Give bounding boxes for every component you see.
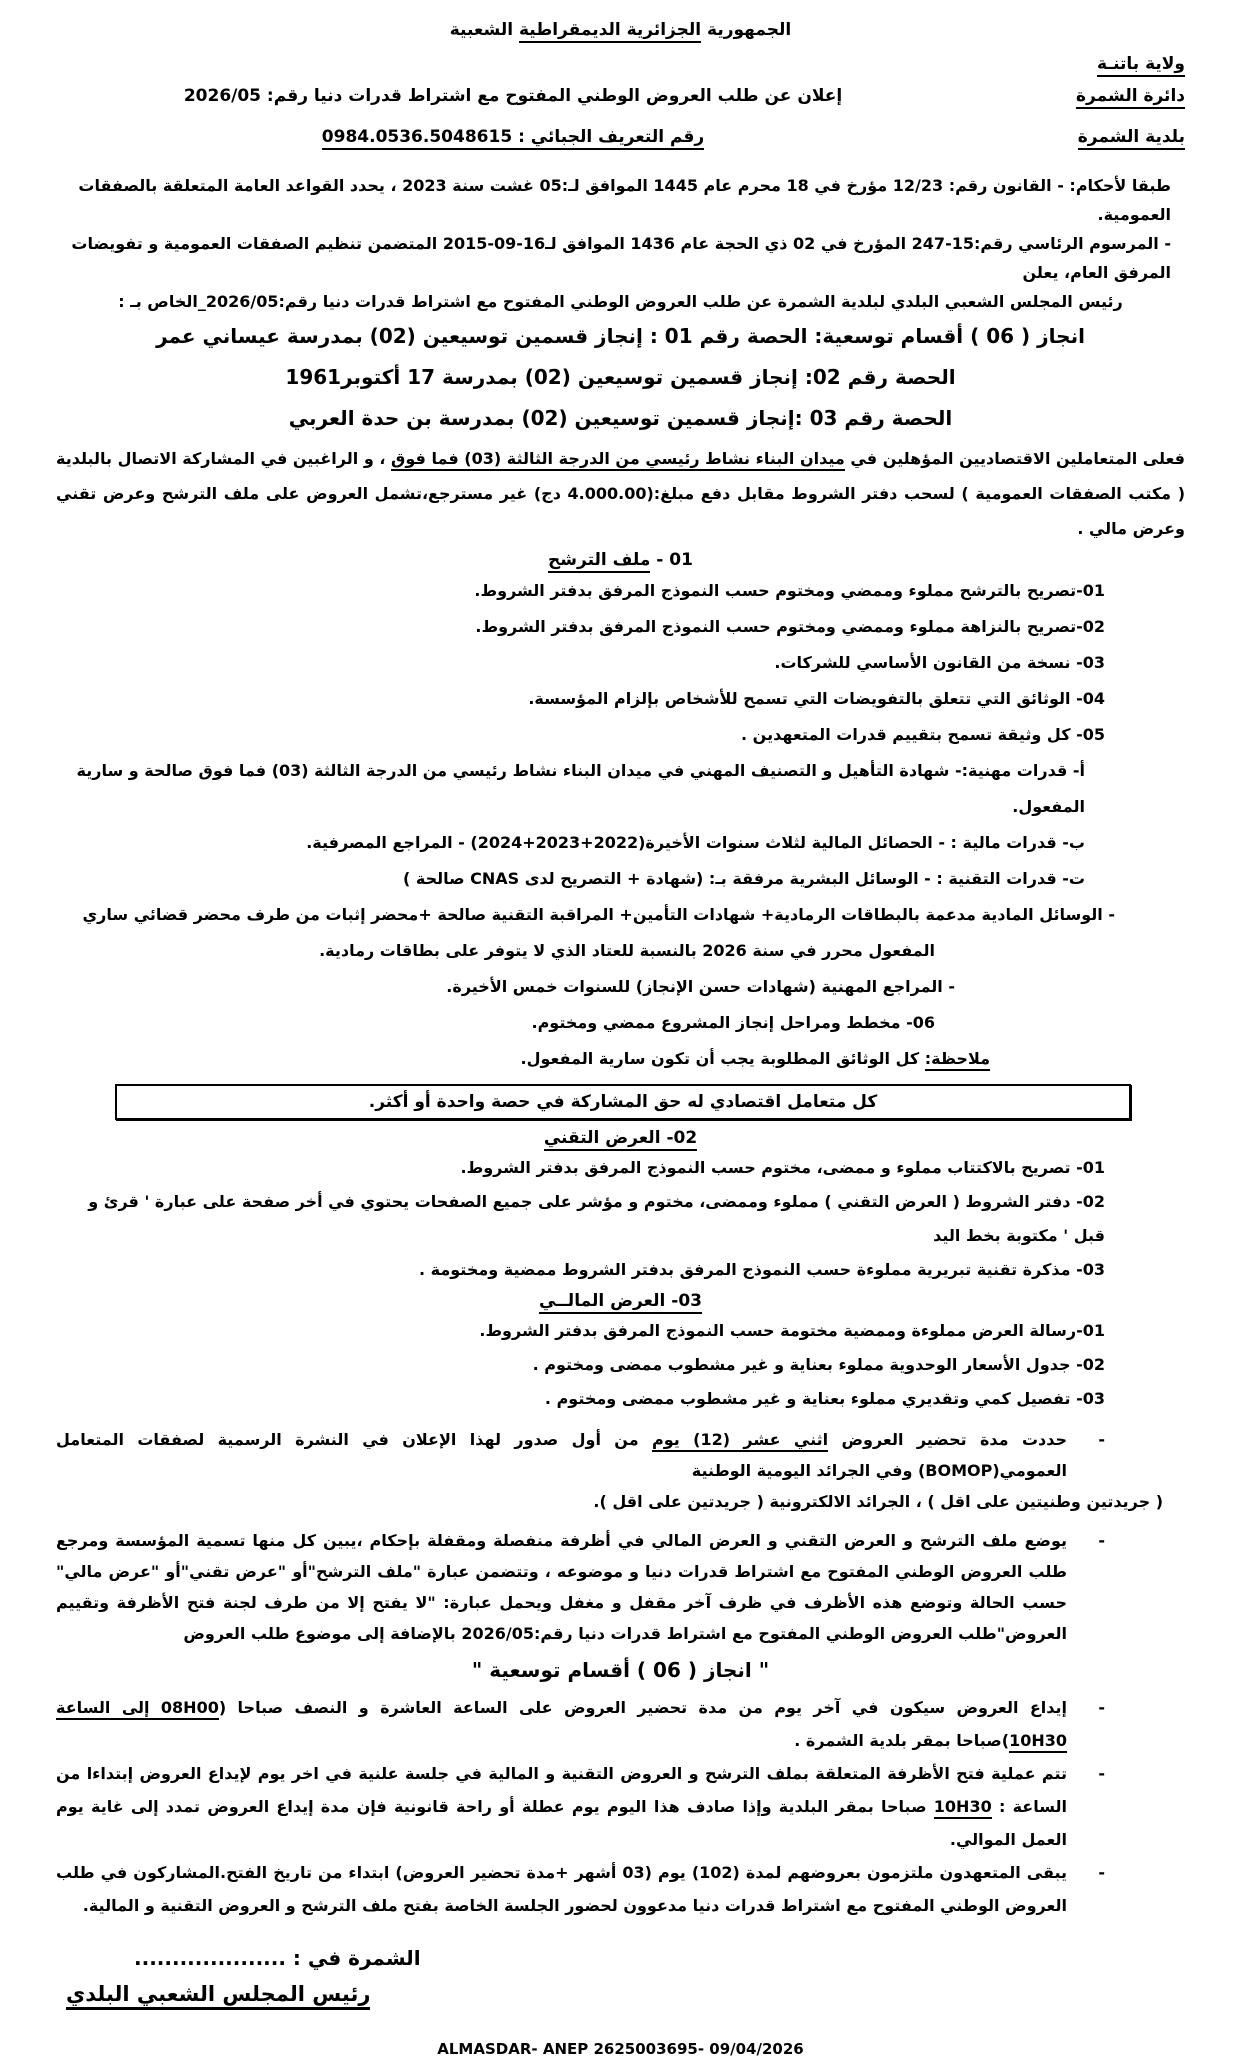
technical-item-3: 03- مذكرة تقنية تبريرية مملوءة حسب النموذج المرفق بدفتر الشروط ممضية ومختومة . — [419, 1260, 1105, 1279]
capability-technical: ت- قدرات التقنية : - الوسائل البشرية مرفقة بـ: (شهادة + التصريح لدى CNAS صالحة ) — [402, 869, 1085, 888]
candidacy-list — [56, 573, 1185, 1077]
candidacy-item-5: 05- كل وثيقة تسمح بتقييم قدرات المتعهدين . — [741, 725, 1105, 744]
candidacy-item-4: 04- الوثائق التي تتعلق بالتفويضات التي تسمح للأشخاص بإلزام المؤسسة. — [528, 689, 1105, 708]
deposit-post: )صباحا بمقر بلدية الشمرة . — [794, 1731, 1010, 1750]
republic-title-underlined: الجزائرية الديمقراطية — [519, 20, 701, 43]
technical-item-1: 01- تصريح بالاكتتاب مملوء و ممضى، مختوم حسب النموذج المرفق بدفتر الشروط. — [460, 1158, 1105, 1177]
opening-pre: تتم عملية فتح الأظرفة المتعلقة بملف الترشح و العروض التقنية و المالية في جلسة علنية في اخر يوم لإيداع العروض إبتداءا من الساعة : — [56, 1764, 1067, 1816]
section-heading-candidacy — [56, 550, 1185, 570]
opening-hour-underlined: 10H30 — [934, 1797, 992, 1819]
daira-announcement-row — [56, 86, 1185, 118]
financial-item-3: 03- تفصيل كمي وتقديري مملوء بعناية و غير مشطوب ممضى ومختوم . — [544, 1389, 1105, 1408]
financial-item-2: 02- جدول الأسعار الوحدوية مملوء بعناية و غير مشطوب ممضى ومختوم . — [532, 1355, 1105, 1374]
material-means-continuation: المفعول محرر في سنة 2026 بالنسبة للعتاد الذي لا يتوفر على بطاقات رمادية. — [319, 941, 935, 960]
note-line — [56, 1041, 1185, 1077]
deposit-bullet — [56, 1691, 1185, 1757]
legal-line-decree: - المرسوم الرئاسي رقم:15-247 المؤرخ في 02 ذي الحجة عام 1436 الموافق لـ16-09-2015 المتضمن تنظيم الصفقات العمومية و تفويضات المرفق العام، يعلن — [71, 234, 1171, 282]
preparation-post: من أول صدور لهذا الإعلان في النشرة الرسمية لصفقات المتعامل العمومي(BOMOP) وفي الجرائد اليومية الوطنية — [56, 1430, 1067, 1480]
commune-label: بلدية الشمرة — [1078, 127, 1185, 150]
candidacy-heading-label: ملف الترشح — [548, 550, 650, 573]
deposit-pre: إيداع العروض سيكون في آخر يوم من مدة تحضير العروض على الساعة العاشرة و النصف صباحا ( — [218, 1698, 1068, 1717]
technical-item-2: 02- دفتر الشروط ( العرض التقني ) مملوء وممضى، مختوم و مؤشر على جميع الصفحات يحتوي في أخر صفحة على عبارة ' قرئ و قبل ' مكتوبة بخط اليد — [88, 1192, 1105, 1245]
preparation-continuation: ( جريدتين وطنيتين على اقل ) ، الجرائد الالكترونية ( جريدتين على اقل ). — [593, 1492, 1163, 1511]
eligibility-underlined: ميدان البناء نشاط رئيسي من الدرجة الثالثة (03) فما فوق — [391, 449, 845, 471]
preparation-underlined: اثني عشر (12) يوم — [652, 1430, 828, 1452]
closing-bullets — [56, 1691, 1185, 1922]
commune-cell — [970, 127, 1185, 159]
technical-list — [56, 1151, 1185, 1287]
financial-list — [56, 1314, 1185, 1416]
preparation-pre: حددت مدة تحضير العروض — [828, 1430, 1068, 1449]
lots-section — [56, 316, 1185, 439]
capability-financial: ب- قدرات مالية : - الحصائل المالية لثلاث سنوات الأخيرة(2022+2023+2024) - المراجع المصرفية. — [306, 833, 1085, 852]
signer-title: رئيس المجلس الشعبي البلدي — [66, 1982, 370, 2010]
daira-label: دائرة الشمرة — [1076, 86, 1185, 109]
legal-line-president: رئيس المجلس الشعبي البلدي لبلدية الشمرة عن طلب العروض الوطني المفتوح مع اشتراط قدرات دنيا رقم:2026/05_الخاص بـ : — [118, 292, 1123, 311]
opening-dash: - — [1098, 1764, 1105, 1783]
republic-title — [56, 20, 1185, 40]
material-means-line: - الوسائل المادية مدعمة بالبطاقات الرمادية+ شهادات التأمين+ المراقبة التقنية صالحة +محضر إثبات من طرف محضر قضائي ساري — [82, 905, 1115, 924]
note-label: ملاحظة: — [925, 1049, 990, 1071]
eligibility-paragraph — [56, 441, 1185, 546]
preparation-dash: - — [1098, 1430, 1105, 1449]
opening-post: صباحا بمقر البلدية وإذا صادف هذا اليوم يوم عطلة أو راحة قانونية فإن مدة إيداع العروض تمدد إلى غاية يوم العمل الموالي. — [56, 1797, 1067, 1849]
signer-title-line — [56, 1982, 1185, 2006]
wilaya-row — [56, 54, 1185, 86]
technical-heading-label: 02- العرض التقني — [544, 1128, 697, 1151]
commitment-text: يبقى المتعهدون ملتزمون بعروضهم لمدة (102) يوم (03 أشهر +مدة تحضير العروض) ابتداء من تاريخ الفتح.المشاركون في طلب العروض الوطني المفتوح مع اشتراط قدرات دنيا مدعوون لحضور الجلسة الخاصة بفتح ملف الترشح و العروض التقنية و المالية. — [56, 1863, 1067, 1915]
legal-line-law: طبقا لأحكام: - القانون رقم: 12/23 مؤرخ في 18 محرم عام 1445 الموافق لـ:05 غشت سنة 2023 ، يحدد القواعد العامة المتعلقة بالصفقات العمومية. — [78, 176, 1171, 224]
candidacy-item-1: 01-تصريح بالترشح مملوء وممضي ومختوم حسب النموذج المرفق بدفتر الشروط. — [474, 581, 1105, 600]
candidacy-item-2: 02-تصريح بالنزاهة مملوء وممضي ومختوم حسب النموذج المرفق بدفتر الشروط. — [475, 617, 1105, 636]
deposit-dash: - — [1098, 1698, 1105, 1717]
deposit-text — [56, 1691, 1067, 1757]
eligibility-pre: فعلى المتعاملين الاقتصاديين المؤهلين في — [844, 449, 1186, 468]
anep-reference: ALMASDAR- ANEP 2625003695- 09/04/2026 — [437, 2040, 804, 2058]
announcement-title: إعلان عن طلب العروض الوطني المفتوح مع اشتراط قدرات دنيا رقم: 2026/05 — [183, 86, 843, 106]
candidacy-item-3: 03- نسخة من القانون الأساسي للشركات. — [774, 653, 1105, 672]
participation-box: كل متعامل اقتصادي له حق المشاركة في حصة واحدة أو أكثر. — [115, 1084, 1131, 1120]
commitment-dash: - — [1098, 1863, 1105, 1882]
envelope-text: يوضع ملف الترشح و العرض التقني و العرض المالي في أظرفة منفصلة ومقفلة بإحكام ،يبين كل منها تسمية المؤسسة ومرجع طلب العروض الوطني المفتوح مع اشتراط قدرات دنيا و موضوعه ، وتتضمن عبارة "ملف الترشح"أو "عرض تقني"أو "عرض مالي" حسب الحالة وتوضع هذه الأظرف في ظرف آخر مقفل و مغفل ويحمل عبارة: "لا يفتح إلا من طرف لجنة فتح الأظرفة وتقييم العروض"طلب العروض الوطني المفتوح مع اشتراط قدرات دنيا رقم:2026/05 بالإضافة إلى موضوع طلب العروض — [56, 1531, 1067, 1643]
anep-footer — [56, 2040, 1185, 2058]
place-date-line: الشمرة في : .................... — [134, 1946, 421, 1970]
deposit-hours-underlined: 08H00 إلى الساعة 10H30 — [56, 1698, 1067, 1753]
tax-id: رقم التعريف الجبائي : 0984.0536.5048615 — [322, 127, 704, 150]
daira-cell — [970, 86, 1185, 118]
envelope-dash: - — [1098, 1531, 1105, 1550]
republic-title-pre: الجمهورية — [701, 20, 792, 40]
lot-line-1: انجاز ( 06 ) أقسام توسعية: الحصة رقم 01 : إنجاز قسمين توسيعين (02) بمدرسة عيساني عمر — [156, 324, 1085, 348]
lot-line-3: الحصة رقم 03 :إنجاز قسمين توسيعين (02) بمدرسة بن حدة العربي — [288, 406, 953, 430]
candidacy-heading-number: 01 - — [650, 550, 693, 570]
commitment-bullet — [56, 1856, 1185, 1922]
financial-item-1: 01-رسالة العرض مملوءة وممضية مختومة حسب النموذج المرفق بدفتر الشروط. — [479, 1321, 1105, 1340]
candidacy-item-6: 06- مخطط ومراحل إنجاز المشروع ممضي ومختوم. — [531, 1013, 935, 1032]
opening-text — [56, 1757, 1067, 1856]
commune-taxid-row — [56, 127, 1185, 159]
note-text: كل الوثائق المطلوبة يجب أن تكون سارية المفعول. — [520, 1049, 925, 1068]
professional-references-line: - المراجع المهنية (شهادات حسن الإنجاز) للسنوات خمس الأخيرة. — [446, 977, 955, 996]
preparation-text — [56, 1424, 1067, 1486]
eligibility-post: ، و الراغبين في المشاركة الاتصال بالبلدية ( مكتب الصفقات العمومية ) لسحب دفتر الشروط مقابل دفع مبلغ:(4.000.00 دج) غير مسترجع،تشمل العروض على ملف الترشح وعرض تقني وعرض مالي . — [56, 449, 1186, 538]
wilaya-label: ولاية باتنـة — [1097, 54, 1185, 77]
financial-heading-label: 03- العرض المالــي — [539, 1291, 702, 1314]
tax-id-cell — [56, 127, 970, 147]
opening-bullet — [56, 1757, 1185, 1856]
republic-title-post: الشعبية — [449, 20, 519, 40]
project-title-quote: " انجاز ( 06 ) أقسام توسعية " — [471, 1658, 770, 1682]
capability-professional: أ- قدرات مهنية:- شهادة التأهيل و التصنيف المهني في ميدان البناء نشاط رئيسي من الدرجة الثالثة (03) فما فوق صالحة و سارية المفعول. — [76, 761, 1085, 816]
legal-basis-paragraph — [56, 171, 1185, 316]
lot-line-2: الحصة رقم 02: إنجاز قسمين توسيعين (02) بمدرسة 17 أكتوبر1961 — [285, 365, 956, 389]
preparation-period-paragraph — [56, 1424, 1185, 1486]
section-heading-technical — [56, 1128, 1185, 1148]
section-heading-financial — [56, 1291, 1185, 1311]
envelope-paragraph — [56, 1525, 1185, 1649]
